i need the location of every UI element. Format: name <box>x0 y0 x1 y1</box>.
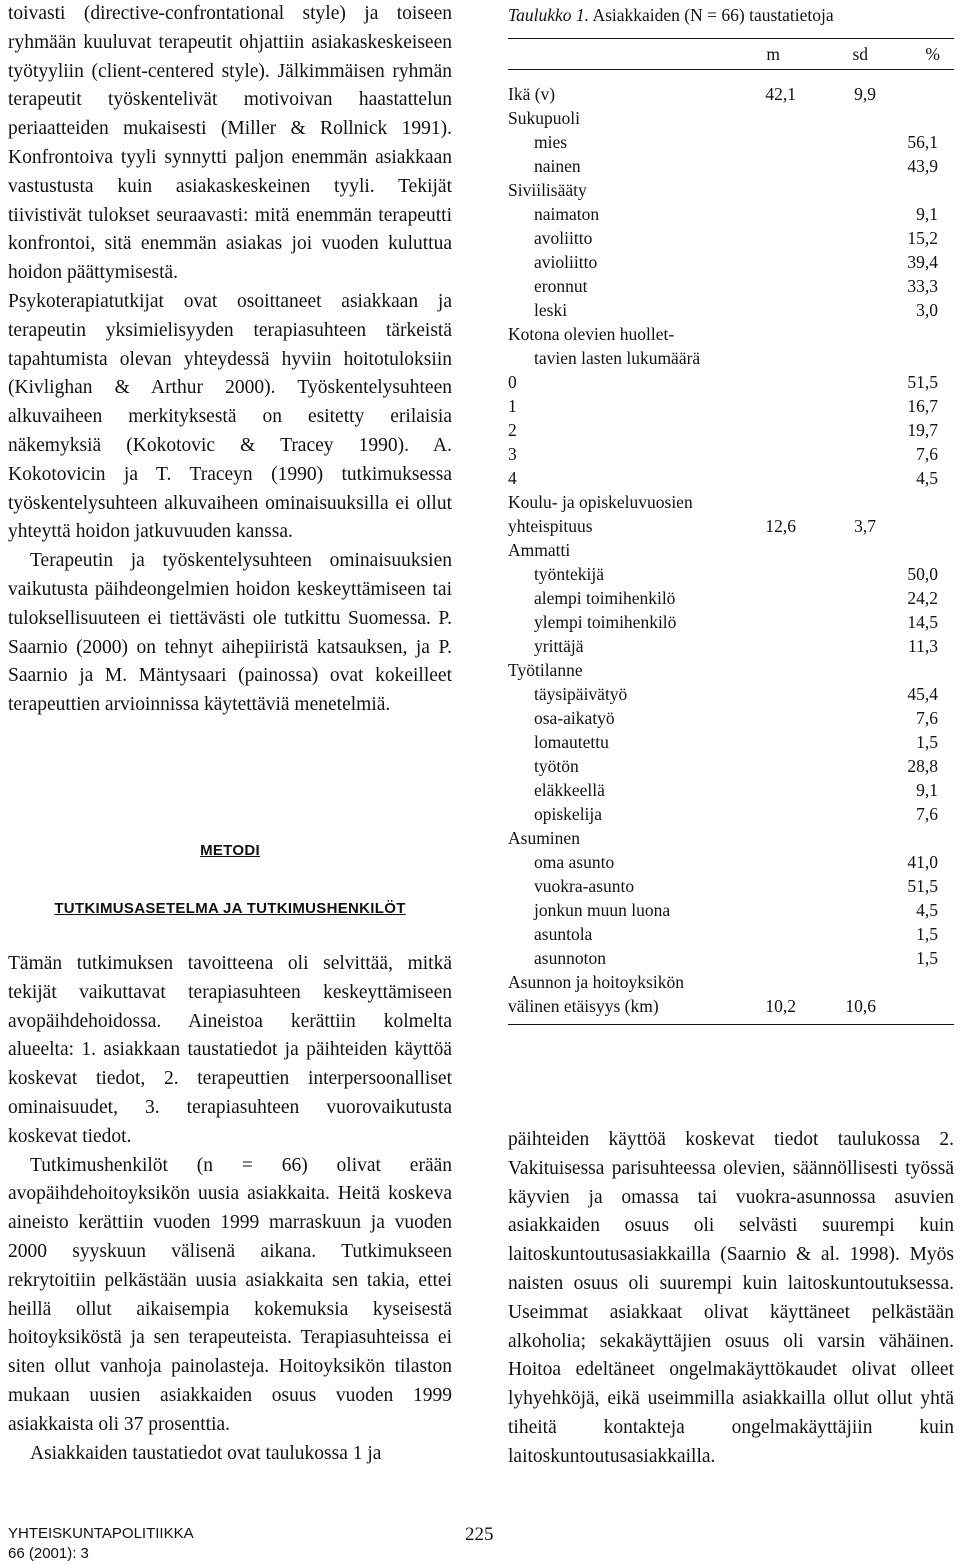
cell-percent: 9,1 <box>916 204 938 224</box>
table-row <box>508 970 954 994</box>
row-label: 3 <box>508 444 517 464</box>
table-row <box>508 850 954 874</box>
row-label: osa-aikatyö <box>534 708 615 728</box>
row-label: eronnut <box>534 276 588 296</box>
row-label: jonkun muun luona <box>534 900 671 920</box>
row-label: yhteispituus <box>508 516 593 536</box>
cell-sd: 3,7 <box>854 516 876 536</box>
cell-percent: 51,5 <box>907 372 938 392</box>
row-label: leski <box>534 300 568 320</box>
table-row <box>508 946 954 970</box>
table-row <box>508 250 954 274</box>
subsection-heading: TUTKIMUSASETELMA JA TUTKIMUSHENKILÖT <box>54 900 406 917</box>
table-row <box>508 370 954 394</box>
table-row <box>508 514 954 538</box>
cell-percent: 11,3 <box>908 636 938 656</box>
table-header-rule <box>508 69 954 70</box>
left-bottom-text <box>8 950 452 1468</box>
row-label: alempi toimihenkilö <box>534 588 676 608</box>
background-table <box>508 38 954 1025</box>
cell-percent: 41,0 <box>907 852 938 872</box>
row-label: nainen <box>534 156 581 176</box>
journal-footer <box>8 1524 194 1564</box>
cell-percent: 39,4 <box>907 252 938 272</box>
table-row <box>508 754 954 778</box>
table-row <box>508 922 954 946</box>
table-row <box>508 730 954 754</box>
row-label: avioliitto <box>534 252 598 272</box>
left-column <box>8 0 452 720</box>
section-heading-metodi: METODI <box>200 842 260 859</box>
table-row <box>508 778 954 802</box>
column-header-percent: % <box>925 44 940 64</box>
row-label: ylempi toimihenkilö <box>534 612 677 632</box>
table-row <box>508 106 954 130</box>
cell-percent: 16,7 <box>907 396 938 416</box>
row-label: työntekijä <box>534 564 604 584</box>
page-number: 225 <box>465 1524 494 1545</box>
table-row <box>508 538 954 562</box>
table-row <box>508 466 954 490</box>
table-row <box>508 298 954 322</box>
row-label: työtön <box>534 756 579 776</box>
cell-percent: 1,5 <box>916 732 938 752</box>
cell-percent: 28,8 <box>907 756 938 776</box>
table-header <box>508 39 954 69</box>
paragraph: Tutkimushenkilöt (n = 66) olivat erään avopäihdehoitoyksikön uusia asiakkaita. Heitä koskeva aineisto kerättiin vuoden 1999 marraskuun ja vuoden 2000 syyskuun välisenä aikana. Tutkimukseen rekrytoitiin pelkästään uusia asiakkaita sen takia, ettei heillä ollut aikaisempia kokemuksia kyseisestä hoitoyksiköstä ja sen terapeuteista. Terapiasuhteissa ei siten ollut vanhoja painolasteja. Hoitoyksikön tilaston mukaan uusien asiakkaiden osuus vuoden 1999 asiakkaista oli 37 prosenttia. <box>8 1154 452 1435</box>
column-header-sd: sd <box>852 44 868 64</box>
row-label: avoliitto <box>534 228 593 248</box>
cell-percent: 9,1 <box>916 780 938 800</box>
cell-percent: 4,5 <box>916 468 938 488</box>
row-label: yrittäjä <box>534 636 584 656</box>
table-row <box>508 346 954 370</box>
table-row <box>508 898 954 922</box>
cell-percent: 51,5 <box>907 876 938 896</box>
row-label: Ammatti <box>508 540 571 560</box>
cell-percent: 14,5 <box>907 612 938 632</box>
table-row <box>508 658 954 682</box>
row-label: tavien lasten lukumäärä <box>534 348 701 368</box>
cell-percent: 19,7 <box>907 420 938 440</box>
row-label: välinen etäisyys (km) <box>508 996 659 1016</box>
row-label: täysipäivätyö <box>534 684 628 704</box>
row-label: 0 <box>508 372 517 392</box>
cell-percent: 56,1 <box>907 132 938 152</box>
table-bottom-rule <box>508 1024 954 1025</box>
row-label: vuokra-asunto <box>534 876 635 896</box>
paragraph: toivasti (directive-confrontational style) ja toiseen ryhmään kuuluvat terapeutit ohjattiin asiakaskeskeiseen työtyyliin (client-centered style). Jälkimmäisen ryhmän terapeutit työskentelivät motivoivan haastattelun periaatteiden mukaisesti (Miller & Rollnick 1991). Konfrontoiva tyyli synnytti paljon enemmän asiakkaan vastustusta kuin asiakaskeskeinen tyyli. Tekijät tiivistivät tulokset seuraavasti: mitä enemmän terapeutti konfrontoi, sitä enemmän asiakas joi vuoden kuluttua hoidon päättymisestä. <box>8 3 452 284</box>
paragraph: Psykoterapiatutkijat ovat osoittaneet asiakkaan ja terapeutin yksimielisyyden terapiasuhteen tärkeistä tapahtumista olevan yhteydessä hyviin hoitotuloksiin (Kivlighan & Arthur 2000). Työskentelysuhteen alkuvaiheen merkityksestä on esitetty erilaisia näkemyksiä (Kokotovic & Tracey 1990). A. Kokotovicin ja T. Traceyn (1990) tutkimuksessa työskentelysuhteen alkuvaiheen ominaisuuksilla ei ollut yhteyttä hoidon jatkuvuuden kanssa. <box>8 290 452 543</box>
cell-m: 10,2 <box>765 996 796 1016</box>
cell-percent: 24,2 <box>907 588 938 608</box>
table-row <box>508 442 954 466</box>
row-label: Asuminen <box>508 828 580 848</box>
journal-issue: 66 (2001): 3 <box>8 1545 89 1562</box>
cell-m: 42,1 <box>765 84 796 104</box>
cell-percent: 33,3 <box>907 276 938 296</box>
paragraph: Asiakkaiden taustatiedot ovat taulukossa 1 ja <box>30 1442 382 1464</box>
table-row <box>508 874 954 898</box>
row-label: Koulu- ja opiskeluvuosien <box>508 492 693 512</box>
row-label: Työtilanne <box>508 660 583 680</box>
table-body <box>508 82 954 1018</box>
cell-m: 12,6 <box>765 516 796 536</box>
table-row <box>508 634 954 658</box>
cell-percent: 7,6 <box>916 708 938 728</box>
paragraph: Tämän tutkimuksen tavoitteena oli selvittää, mitkä tekijät vaikuttavat terapiasuhteen keskeyttämiseen avopäihdehoidossa. Aineistoa kerättiin kolmelta alueelta: 1. asiakkaan taustatiedot ja päihteiden käyttöä koskevat tiedot, 2. terapeuttien interpersoonalliset ominaisuudet, 3. terapiasuhteen vuorovaikutusta koskevat tiedot. <box>8 953 452 1147</box>
table-row <box>508 202 954 226</box>
cell-percent: 4,5 <box>916 900 938 920</box>
table-row <box>508 322 954 346</box>
table-row <box>508 130 954 154</box>
right-bottom-text <box>508 1126 954 1472</box>
table-row <box>508 994 954 1018</box>
table-caption <box>508 2 834 28</box>
row-label: Ikä (v) <box>508 84 556 104</box>
table-row <box>508 154 954 178</box>
table-row <box>508 418 954 442</box>
cell-percent: 45,4 <box>907 684 938 704</box>
row-label: Asunnon ja hoitoyksikön <box>508 972 684 992</box>
cell-percent: 7,6 <box>916 444 938 464</box>
table-row <box>508 586 954 610</box>
cell-sd: 9,9 <box>854 84 876 104</box>
row-label: 1 <box>508 396 517 416</box>
table-row <box>508 610 954 634</box>
row-label: Kotona olevien huollet- <box>508 324 675 344</box>
table-row <box>508 826 954 850</box>
cell-percent: 15,2 <box>907 228 938 248</box>
column-header-m: m <box>766 44 780 64</box>
table-row <box>508 682 954 706</box>
row-label: mies <box>534 132 568 152</box>
row-label: Siviilisääty <box>508 180 587 200</box>
paragraph: päihteiden käyttöä koskevat tiedot taulukossa 2. Vakituisessa parisuhteessa olevien, säännöllisesti työssä käyvien ja omassa tai vuokra-asunnossa asuvien asiakkaiden osuus oli selvästi suurempi kuin laitoskuntoutusasiakkailla (Saarnio & al. 1998). Myös naisten osuus oli suurempi kuin laitoskuntoutuksessa. Useimmat asiakkaat olivat käyttäneet pelkästään alkoholia; sekakäyttäjien osuus oli varsin vähäinen. Hoitoa edeltäneet ongelmakäyttökaudet olivat olleet lyhyehköjä, eikä useimmilla asiakkailla ollut ollut yhtä tiheitä kontakteja ongelmakäyttäjiin kuin laitoskuntoutusasiakkailla. <box>508 1129 954 1467</box>
row-label: eläkkeellä <box>534 780 605 800</box>
row-label: opiskelija <box>534 804 603 824</box>
row-label: lomautettu <box>534 732 609 752</box>
cell-percent: 43,9 <box>907 156 938 176</box>
table-row <box>508 706 954 730</box>
table-row <box>508 274 954 298</box>
left-top-text <box>8 0 452 720</box>
cell-percent: 1,5 <box>916 948 938 968</box>
table-caption-label: Taulukko 1. <box>508 5 590 25</box>
table-row <box>508 802 954 826</box>
row-label: oma asunto <box>534 852 615 872</box>
journal-name: YHTEISKUNTAPOLITIIKKA <box>8 1525 194 1542</box>
row-label: 2 <box>508 420 517 440</box>
table-row <box>508 562 954 586</box>
table-caption-text: Asiakkaiden (N = 66) taustatietoja <box>592 5 834 25</box>
row-label: naimaton <box>534 204 600 224</box>
row-label: Sukupuoli <box>508 108 580 128</box>
cell-percent: 3,0 <box>916 300 938 320</box>
paragraph: Terapeutin ja työskentelysuhteen ominaisuuksien vaikutusta päihdeongelmien hoidon keskeyttämiseen tai tuloksellisuuteen ei tiettävästi ole tutkittu Suomessa. P. Saarnio (2000) on tehnyt aihepiiristä katsauksen, ja P. Saarnio ja M. Mäntysaari (painossa) ovat kokeilleet terapeuttien arvioinnissa käytettäviä menetelmiä. <box>8 550 452 716</box>
row-label: asunnoton <box>534 948 606 968</box>
row-label: 4 <box>508 468 517 488</box>
table-row <box>508 178 954 202</box>
row-label: asuntola <box>534 924 593 944</box>
cell-percent: 7,6 <box>916 804 938 824</box>
cell-percent: 50,0 <box>907 564 938 584</box>
cell-percent: 1,5 <box>916 924 938 944</box>
table-row <box>508 394 954 418</box>
table-row <box>508 490 954 514</box>
table-row <box>508 226 954 250</box>
cell-sd: 10,6 <box>845 996 876 1016</box>
table-row <box>508 82 954 106</box>
